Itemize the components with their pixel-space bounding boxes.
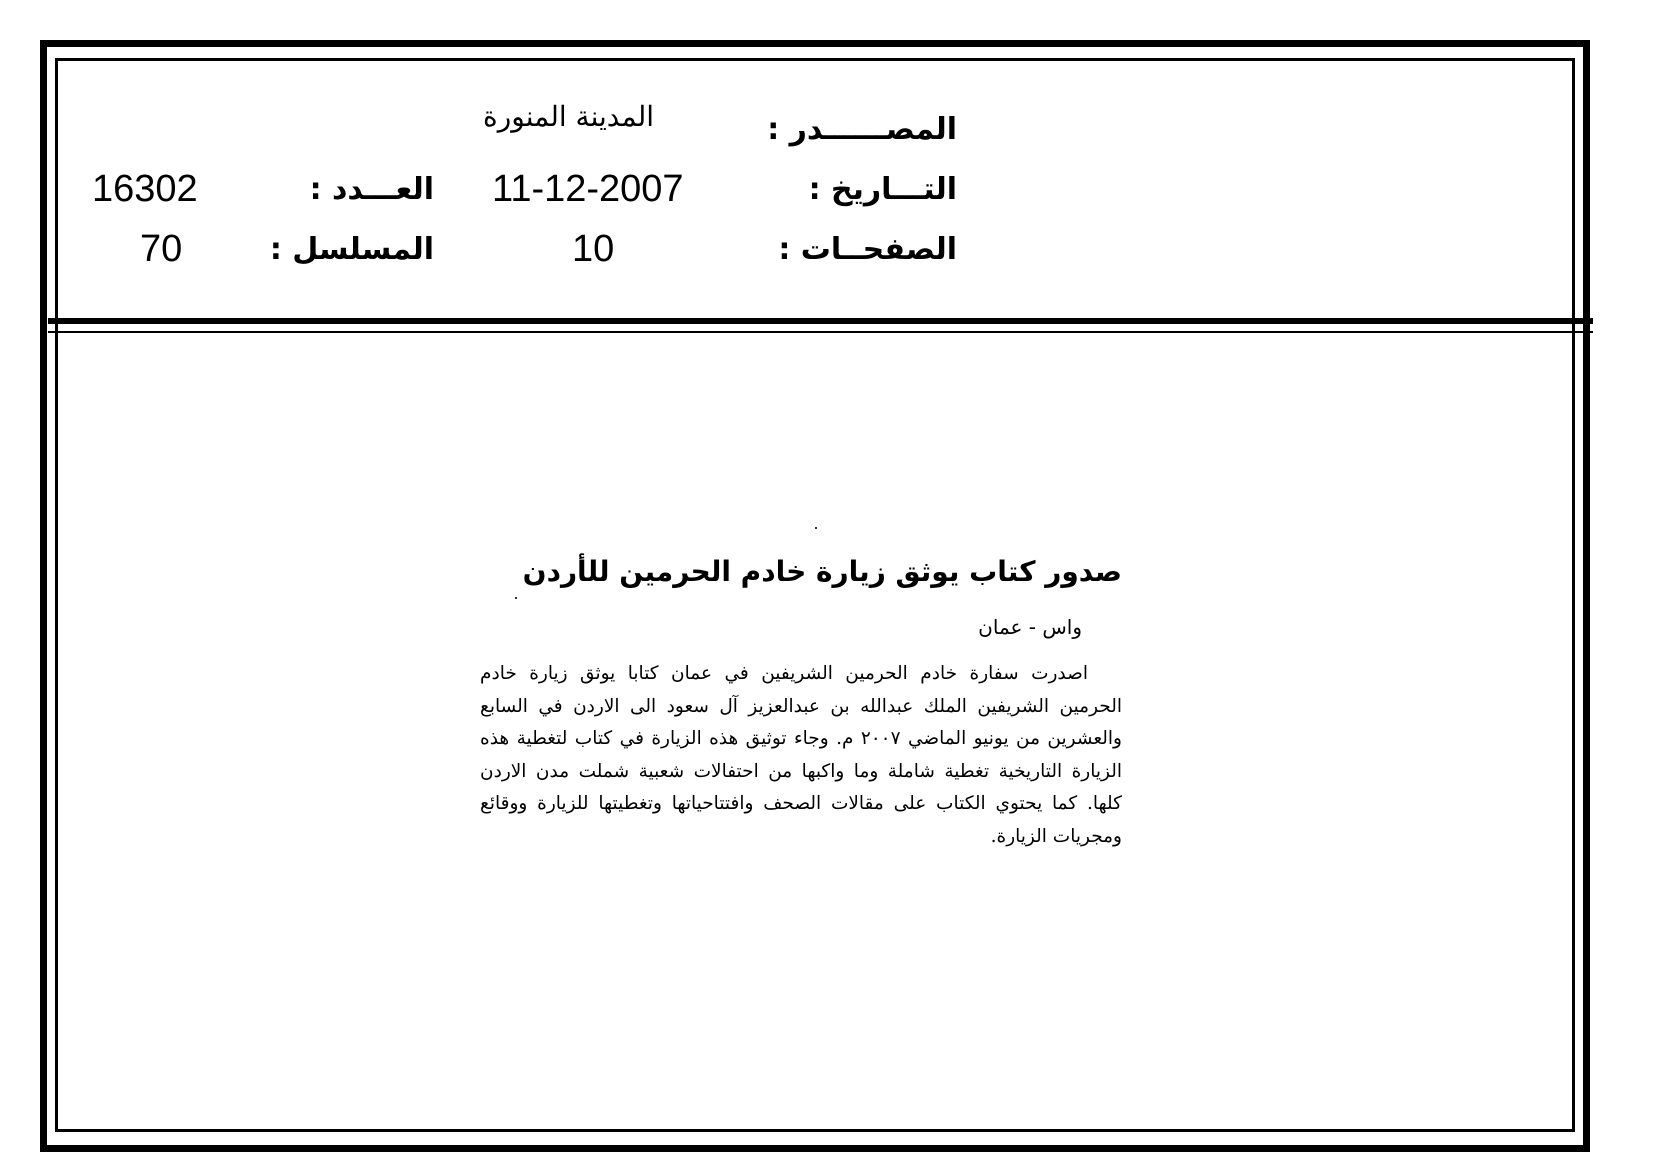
article-title: صدور كتاب يوثق زيارة خادم الحرمين للأردن xyxy=(522,555,1122,588)
serial-value: 70 xyxy=(140,228,183,270)
pages-label: الصفحــات : xyxy=(778,232,957,267)
issue-value: 16302 xyxy=(92,168,198,210)
issue-label: العـــدد : xyxy=(309,172,434,207)
article-byline: واس - عمان xyxy=(978,615,1082,639)
scan-speck xyxy=(815,527,817,529)
header-divider-thin xyxy=(48,331,1593,333)
source-value: المدينة المنورة xyxy=(483,100,654,133)
pages-value: 10 xyxy=(572,228,615,270)
article-clipping xyxy=(480,552,1122,853)
article-body: اصدرت سفارة خادم الحرمين الشريفين في عمان كتابا يوثق زيارة خادم الحرمين الشريفين الملك عبدالله بن عبدالعزيز آل سعود الى الاردن في السابع والعشرين من يونيو الماضي ٢٠٠٧ م. وجاء توثيق هذه الزيارة في كتاب لتغطية هذه الزيارة التاريخية تغطية شاملة وما واكبها من احتفالات شعبية شملت مدن الاردن كلها. كما يحتوي الكتاب على مقالات الصحف وافتتاحياتها وتغطيتها للزيارة ووقائع ومجريات الزيارة. xyxy=(480,663,1122,847)
header-divider xyxy=(48,318,1593,324)
date-value: 11-12-2007 xyxy=(492,168,684,210)
date-label: التـــاريخ : xyxy=(808,172,957,207)
serial-label: المسلسل : xyxy=(269,232,434,267)
source-label: المصــــــدر : xyxy=(767,112,957,147)
scan-speck xyxy=(515,597,517,599)
